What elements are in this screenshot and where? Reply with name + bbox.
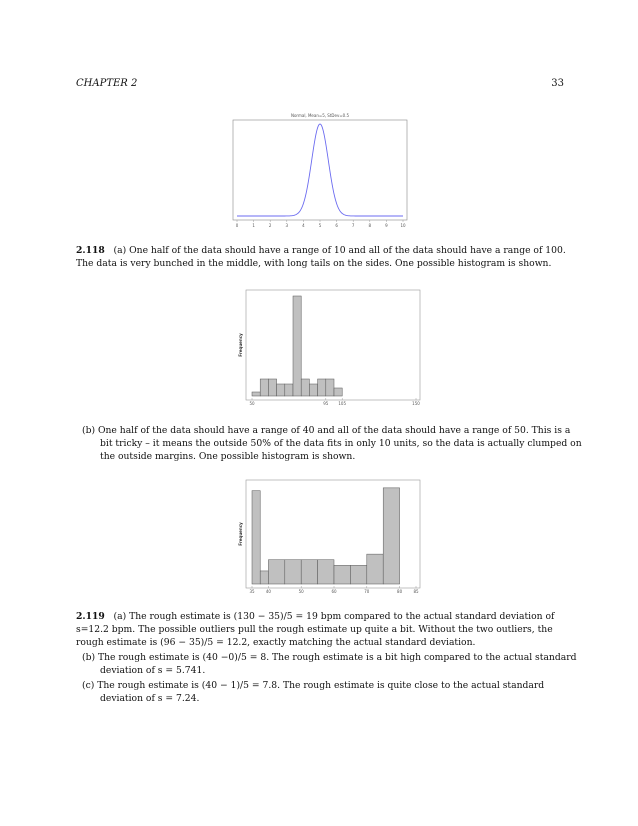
chart1-tick-label: 10 bbox=[400, 223, 406, 228]
page-number: 33 bbox=[551, 78, 564, 89]
part-text: The rough estimate is (40 − 1)/5 = 7.8. The rough estimate is quite close to the actual standard deviation of s = 7.24. bbox=[97, 680, 545, 704]
chart3-bar bbox=[260, 571, 268, 584]
chart3-tick-label: 85 bbox=[413, 589, 419, 594]
part-label: (c) bbox=[82, 680, 95, 691]
problem-2-118-b bbox=[82, 424, 584, 463]
problem-2-119-b bbox=[82, 651, 584, 677]
chart1-tick-label: 4 bbox=[302, 223, 305, 228]
chart3-tick-label: 70 bbox=[364, 589, 370, 594]
chart3-bar bbox=[268, 560, 284, 584]
chart3-ylabel: Frequency bbox=[238, 522, 243, 546]
chart3-bar bbox=[252, 491, 260, 584]
problem-2-119-a bbox=[76, 610, 566, 649]
chart3-bar bbox=[334, 565, 350, 584]
part-label: (b) bbox=[82, 652, 96, 663]
histogram-2 bbox=[236, 478, 426, 598]
normal-curve-chart bbox=[225, 110, 415, 235]
part-text: The rough estimate is (130 − 35)/5 = 19 bpm compared to the actual standard deviation of s=12.2 bpm. The possible outliers pull the rough estimate up quite a bit. Without the two outliers, the rough estimate is (96 − 35)/5 = 12.2, exactly matching the actual standard deviation. bbox=[76, 611, 555, 648]
problem-number: 2.118 bbox=[76, 245, 105, 256]
chart1-tick-label: 6 bbox=[335, 223, 338, 228]
part-text: The rough estimate is (40 −0)/5 = 8. The rough estimate is a bit high compared to the actual standard deviation of s = 5.741. bbox=[97, 652, 577, 676]
histogram-1 bbox=[236, 288, 426, 412]
chart2-tick-label: 105 bbox=[338, 401, 347, 406]
part-label: (a) bbox=[113, 245, 127, 256]
page-header bbox=[76, 78, 564, 92]
chart3-bar bbox=[301, 560, 317, 584]
chart1-tick-label: 0 bbox=[235, 223, 239, 228]
chart3-tick-label: 35 bbox=[249, 589, 255, 594]
problem-number: 2.119 bbox=[76, 611, 105, 622]
problem-2-118-a bbox=[76, 244, 566, 270]
chart2-bar bbox=[334, 388, 342, 396]
chart3-bar bbox=[285, 560, 301, 584]
chart2-bar bbox=[285, 384, 293, 396]
chart2-ylabel: Frequency bbox=[238, 333, 243, 357]
part-label: (a) bbox=[113, 611, 127, 622]
chart3-tick-label: 80 bbox=[397, 589, 403, 594]
chart2-bar bbox=[318, 379, 326, 396]
chapter-label: CHAPTER 2 bbox=[76, 78, 138, 89]
chart2-bar bbox=[277, 384, 285, 396]
chart2-bar bbox=[326, 379, 334, 396]
chart1-title: Normal, Mean=5, StDev=0.5 bbox=[290, 113, 350, 118]
problem-2-119-c bbox=[82, 679, 584, 705]
chart1-tick-label: 9 bbox=[385, 223, 388, 228]
chart2-tick-label: 95 bbox=[323, 401, 329, 406]
chart2-bar bbox=[301, 379, 309, 396]
part-text: One half of the data should have a range of 10 and all of the data should have a range of 100. The data is very bunched in the middle, with long tails on the sides. One possible histogram is shown. bbox=[76, 245, 566, 269]
chart3-tick-label: 40 bbox=[265, 589, 271, 594]
part-text: One half of the data should have a range of 40 and all of the data should have a range of 50. This is a bit tricky – it means the outside 50% of the data fits in only 10 units, so the data is actually clumped on the outside margins. One possible histogram is shown. bbox=[97, 425, 582, 462]
chart2-bar bbox=[309, 384, 317, 396]
chart2-bar bbox=[260, 379, 268, 396]
chart2-tick-label: 50 bbox=[249, 401, 255, 406]
chart3-bar bbox=[318, 560, 334, 584]
chart1-tick-label: 5 bbox=[318, 223, 322, 228]
chart2-tick-label: 150 bbox=[412, 401, 420, 406]
chart3-tick-label: 50 bbox=[298, 589, 304, 594]
chart1-tick-label: 7 bbox=[351, 223, 355, 228]
chart2-bar bbox=[268, 379, 276, 396]
chart2-bar bbox=[252, 392, 260, 396]
chart1-series-line bbox=[237, 124, 403, 216]
chart3-bar bbox=[367, 554, 383, 584]
chart1-tick-label: 3 bbox=[285, 223, 289, 228]
part-label: (b) bbox=[82, 425, 96, 436]
chart1-tick-label: 2 bbox=[268, 223, 272, 228]
chart1-tick-label: 1 bbox=[252, 223, 255, 228]
chart1-tick-label: 8 bbox=[368, 223, 372, 228]
chart2-bar bbox=[293, 296, 301, 396]
chart1-frame bbox=[233, 120, 407, 220]
chart3-bar bbox=[350, 565, 366, 584]
chart3-bar bbox=[383, 488, 399, 584]
chart3-tick-label: 60 bbox=[331, 589, 337, 594]
